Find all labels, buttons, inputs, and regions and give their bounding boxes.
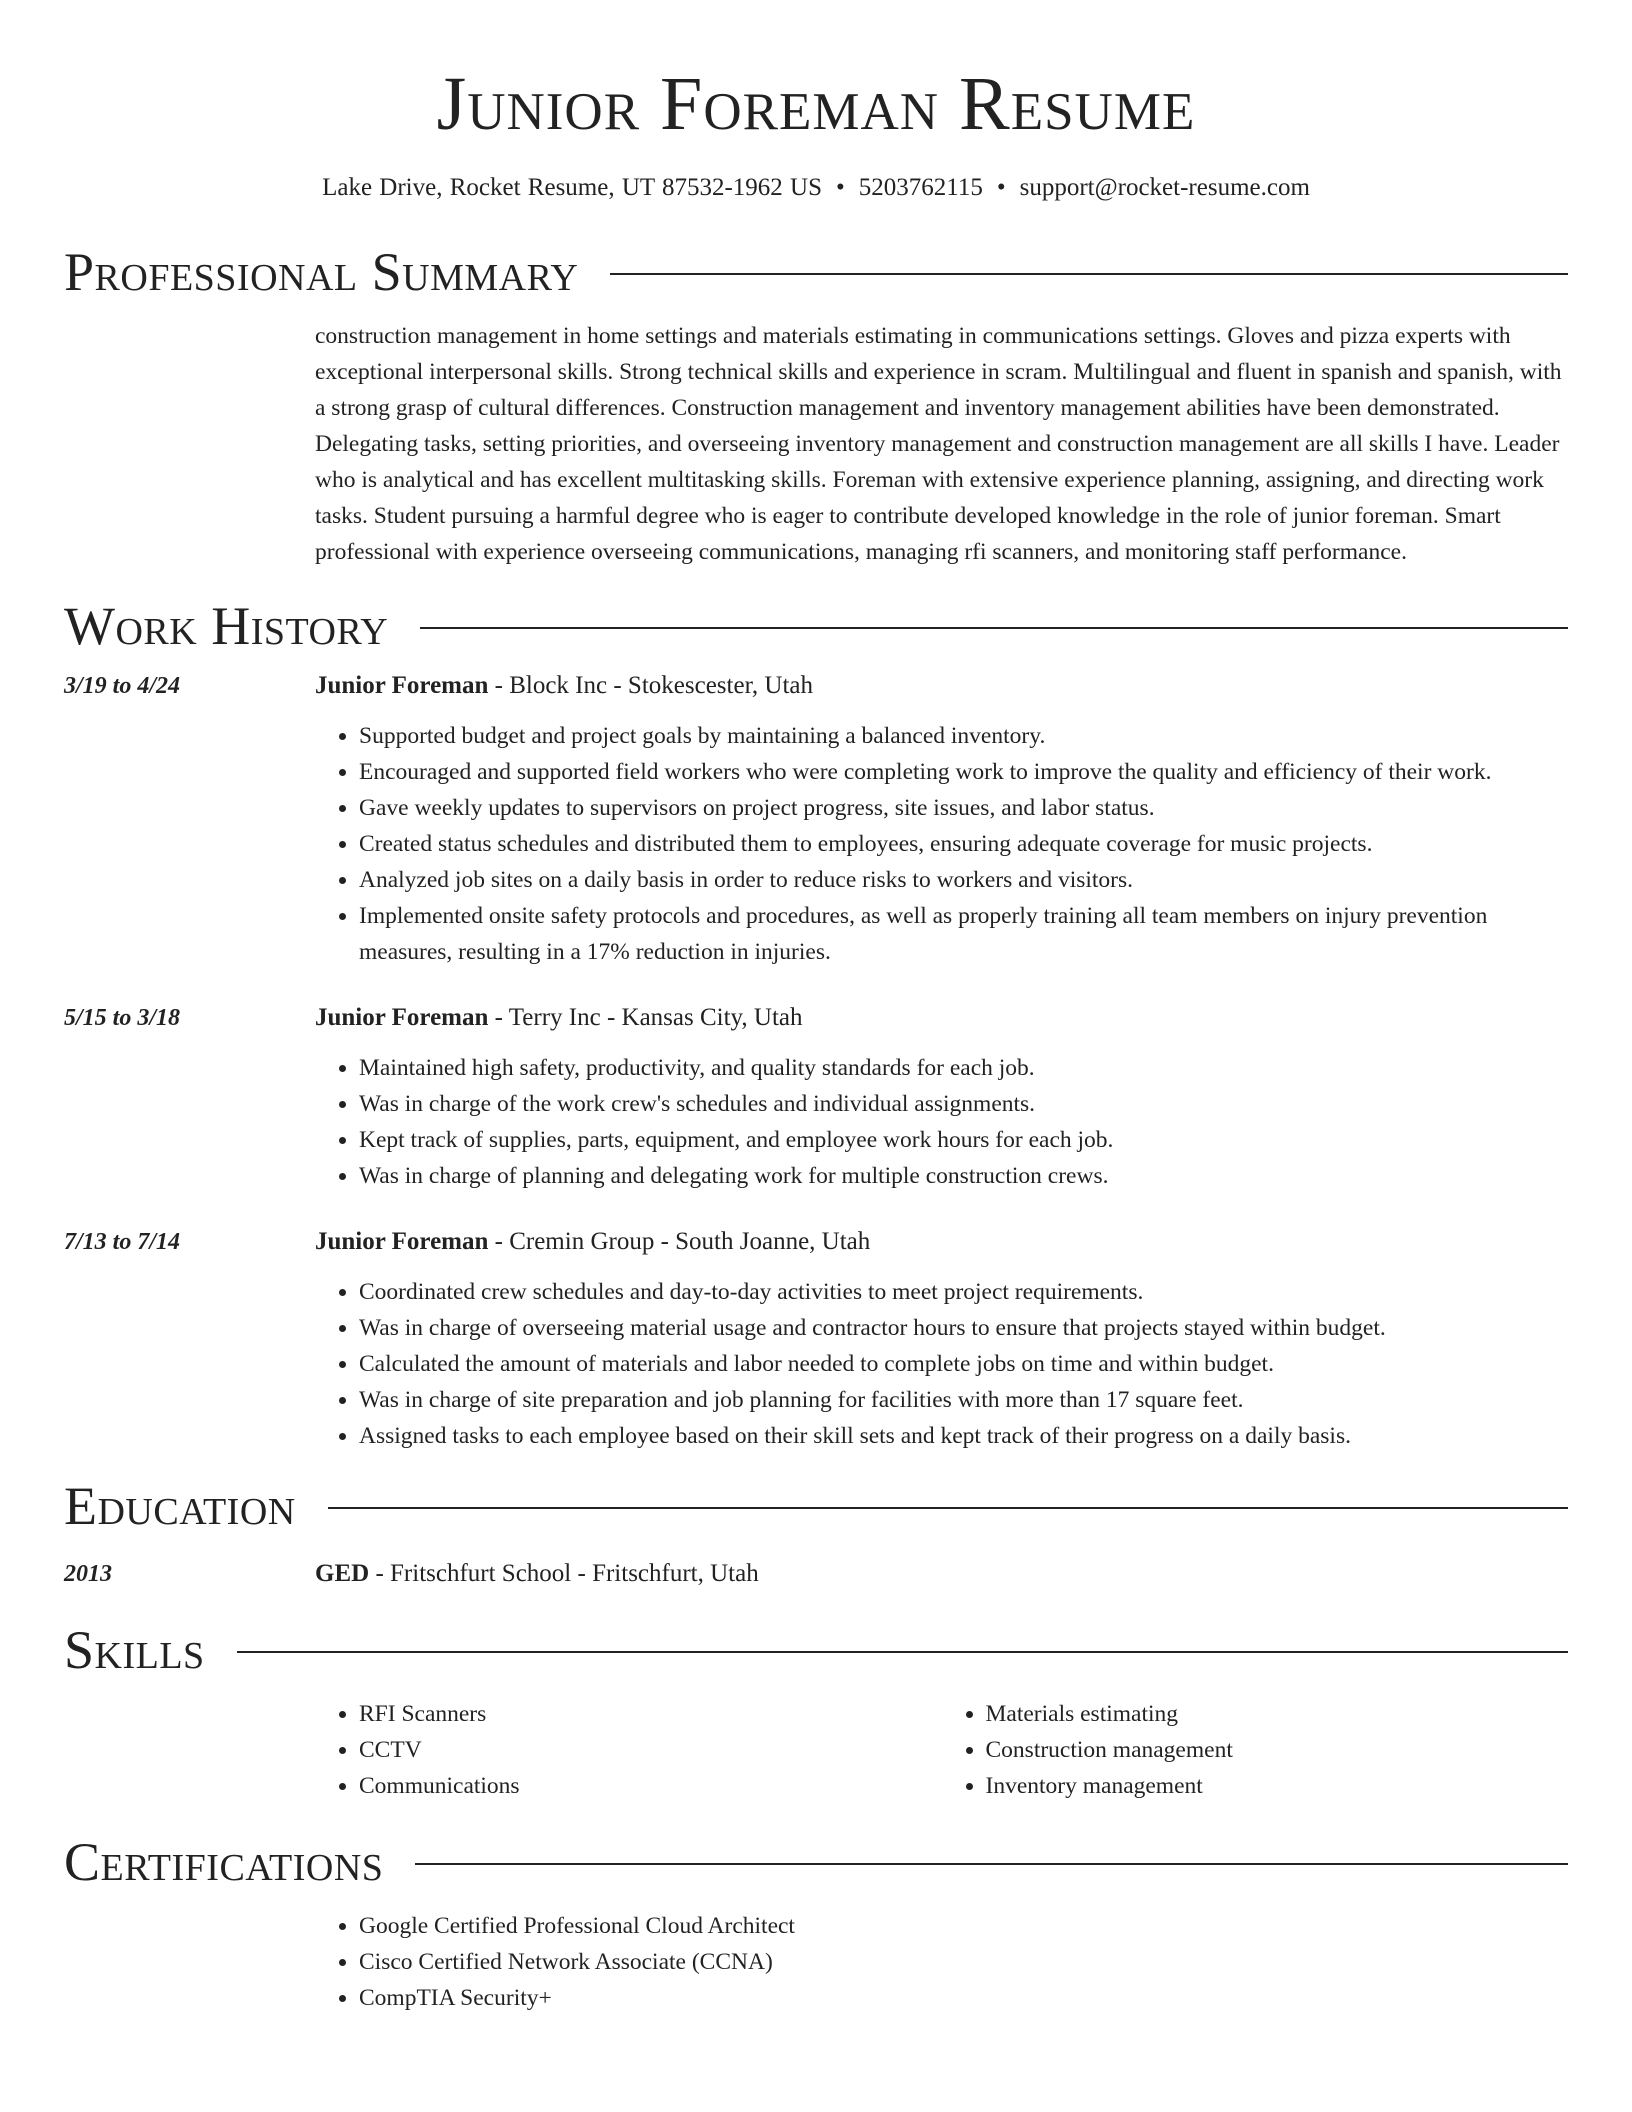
summary-block <box>64 318 1568 570</box>
list-item: • Assigned tasks to each employee based on their skill sets and kept track of their progress on a daily basis. <box>359 1418 1568 1454</box>
list-item: • Was in charge of the work crew's schedules and individual assignments. <box>359 1086 1568 1122</box>
list-item: • Supported budget and project goals by maintaining a balanced inventory. <box>359 718 1568 754</box>
job-bullets <box>315 1274 1568 1454</box>
resume-title: Junior Foreman Resume <box>436 62 1196 146</box>
job-heading <box>315 1224 1568 1260</box>
job-entry <box>64 668 1568 970</box>
skill-item: • Inventory management <box>986 1768 1569 1804</box>
job-entry <box>64 1224 1568 1454</box>
job-bullets <box>315 718 1568 970</box>
list-item: • Kept track of supplies, parts, equipment, and employee work hours for each job. <box>359 1122 1568 1158</box>
section-title: Education <box>64 1476 296 1536</box>
contact-line <box>64 170 1568 206</box>
skills-section-header <box>64 1618 1568 1682</box>
contact-separator: • <box>996 174 1006 201</box>
job-company: - Block Inc - Stokescester, Utah <box>488 672 813 699</box>
skills-list-left <box>315 1696 942 1804</box>
education-entry <box>64 1556 1568 1592</box>
address: Lake Drive, Rocket Resume, UT 87532-1962 US <box>322 174 822 201</box>
list-item: • Gave weekly updates to supervisors on project progress, site issues, and labor status. <box>359 790 1568 826</box>
skills-block <box>64 1682 1568 1804</box>
certification-item: • Cisco Certified Network Associate (CCNA) <box>359 1944 1568 1980</box>
section-divider <box>420 627 1568 629</box>
job-heading <box>315 668 1568 704</box>
list-item: • Encouraged and supported field workers who were completing work to improve the quality and efficiency of their work. <box>359 754 1568 790</box>
job-company: - Cremin Group - South Joanne, Utah <box>488 1228 871 1255</box>
list-item: • Was in charge of overseeing material usage and contractor hours to ensure that projects stayed within budget. <box>359 1310 1568 1346</box>
section-divider <box>237 1651 1568 1653</box>
section-title: Work History <box>64 596 389 656</box>
education-degree: GED <box>315 1560 370 1587</box>
certifications-block <box>64 1894 1568 2016</box>
job-dates: 7/13 to 7/14 <box>64 1229 181 1255</box>
list-item: • Created status schedules and distributed them to employees, ensuring adequate coverage for music projects. <box>359 826 1568 862</box>
certification-item: • CompTIA Security+ <box>359 1980 1568 2016</box>
list-item: • Calculated the amount of materials and labor needed to complete jobs on time and within budget. <box>359 1346 1568 1382</box>
skill-item: • Materials estimating <box>986 1696 1569 1732</box>
skill-item: • Communications <box>359 1768 942 1804</box>
resume-page <box>64 0 1568 2016</box>
skill-item: • RFI Scanners <box>359 1696 942 1732</box>
section-divider <box>415 1863 1568 1865</box>
certifications-section-header <box>64 1830 1568 1894</box>
summary-text: construction management in home settings and materials estimating in communications settings. Gloves and pizza experts with exceptional interpersonal skills. Strong technical skills and experience in scram. Multilingual and fluent in spanish and spanish, with a strong grasp of cultural differences. Construction management and inventory management abilities have been demonstrated. Delegating tasks, setting priorities, and overseeing inventory management and construction management are all skills I have. Leader who is analytical and has excellent multitasking skills. Foreman with extensive experience planning, assigning, and directing work tasks. Student pursuing a harmful degree who is eager to contribute developed knowledge in the role of junior foreman. Smart professional with experience overseeing communications, managing rfi scanners, and monitoring staff performance. <box>315 323 1562 565</box>
skill-item: • CCTV <box>359 1732 942 1768</box>
job-dates: 5/15 to 3/18 <box>64 1005 181 1031</box>
certifications-list <box>315 1908 1568 2016</box>
work-history-section-header <box>64 594 1568 658</box>
job-bullets <box>315 1050 1568 1194</box>
list-item: • Was in charge of planning and delegating work for multiple construction crews. <box>359 1158 1568 1194</box>
education-school: - Fritschfurt School - Fritschfurt, Utah <box>369 1560 759 1587</box>
skill-item: • Construction management <box>986 1732 1569 1768</box>
education-section-header <box>64 1474 1568 1538</box>
contact-separator: • <box>836 174 845 201</box>
list-item: • Maintained high safety, productivity, and quality standards for each job. <box>359 1050 1568 1086</box>
job-company: - Terry Inc - Kansas City, Utah <box>488 1004 803 1031</box>
certification-item: • Google Certified Professional Cloud Architect <box>359 1908 1568 1944</box>
job-title: Junior Foreman <box>315 1228 489 1255</box>
phone: 5203762115 <box>858 174 983 201</box>
section-title: Certifications <box>64 1832 384 1892</box>
job-title: Junior Foreman <box>315 672 489 699</box>
job-title: Junior Foreman <box>315 1004 489 1031</box>
education-year: 2013 <box>64 1561 112 1587</box>
email: support@rocket-resume.com <box>1019 174 1310 201</box>
section-divider <box>328 1507 1568 1509</box>
list-item: • Implemented onsite safety protocols and procedures, as well as properly training all team members on injury prevention measures, resulting in a 17% reduction in injuries. <box>359 898 1568 970</box>
job-dates: 3/19 to 4/24 <box>64 673 181 699</box>
section-title: Skills <box>64 1620 205 1680</box>
skills-list-right <box>942 1696 1569 1804</box>
list-item: • Was in charge of site preparation and job planning for facilities with more than 17 square feet. <box>359 1382 1568 1418</box>
section-divider <box>610 273 1568 275</box>
section-title: Professional Summary <box>64 242 579 302</box>
job-heading <box>315 1000 1568 1036</box>
list-item: • Coordinated crew schedules and day-to-day activities to meet project requirements. <box>359 1274 1568 1310</box>
list-item: • Analyzed job sites on a daily basis in order to reduce risks to workers and visitors. <box>359 862 1568 898</box>
summary-section-header <box>64 240 1568 304</box>
job-entry <box>64 1000 1568 1194</box>
